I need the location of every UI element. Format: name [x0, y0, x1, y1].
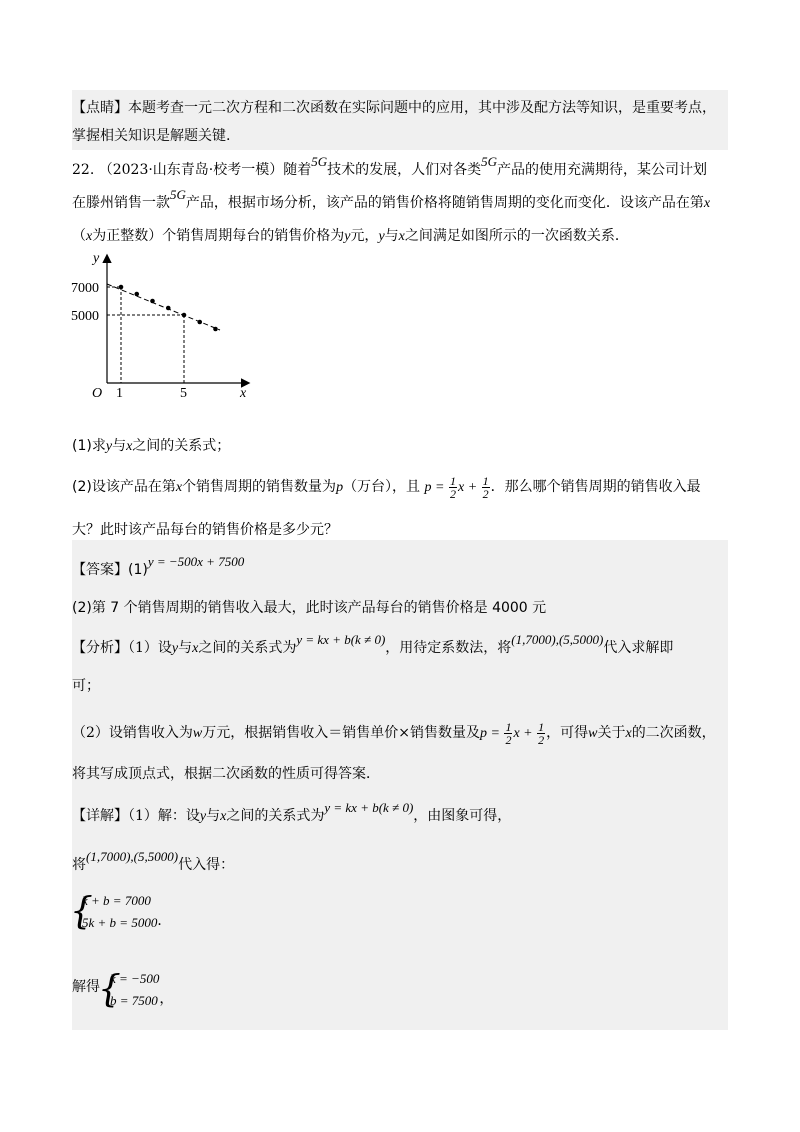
var-x: x: [398, 229, 405, 244]
detail-text: 代入得：: [178, 857, 235, 873]
origin-label: O: [92, 386, 103, 401]
analysis-line-2: [72, 676, 100, 696]
var-y: y: [378, 229, 385, 244]
five-g-label: 5G: [481, 154, 498, 169]
analysis-text: 关于: [597, 725, 626, 741]
detail-text: 将: [72, 857, 86, 873]
denominator: 2: [482, 487, 489, 502]
var-x: x: [175, 480, 183, 495]
analysis-text: 可；: [72, 678, 100, 694]
problem-line-1: [72, 154, 708, 180]
five-g-label: 5G: [170, 187, 186, 202]
var-y: y: [199, 809, 207, 824]
var-p: p: [336, 480, 344, 495]
q2-text: ．那么哪个销售周期的销售收入最: [490, 479, 701, 495]
analysis-line-1: [72, 632, 674, 659]
analysis-text: 将其写成顶点式，根据二次函数的性质可得答案．: [72, 766, 380, 782]
fraction-half: [449, 475, 457, 500]
problem-line-3: [72, 226, 629, 247]
x-tick-1: 1: [116, 386, 123, 401]
five-g-label: 5G: [311, 154, 328, 169]
q2-text: (2)设该产品在第: [72, 479, 176, 495]
analysis-text: 的二次函数，: [631, 725, 716, 741]
system-2-eq-1: { k = −500: [110, 971, 160, 986]
question-2-line-1: [72, 474, 701, 501]
var-x: x: [703, 196, 711, 211]
var-y: y: [344, 229, 351, 244]
system-2-eq-2: b = 7500: [110, 993, 158, 1008]
analysis-line-4: [72, 764, 380, 784]
analysis-text: 代入求解即: [603, 640, 674, 656]
dianjing-line-1: [72, 98, 716, 118]
detail-text: （1）解：设: [128, 808, 200, 824]
x-axis-label: x: [240, 386, 247, 401]
answer-line-1: [72, 554, 245, 580]
general-linear-equation: y = kx + b(k ≠ 0): [296, 632, 386, 647]
var-x: x: [625, 726, 632, 741]
var-x: x: [126, 439, 133, 454]
trend-line: [107, 284, 220, 330]
general-linear-equation: y = kx + b(k ≠ 0): [324, 800, 414, 815]
answer-part-2: (2)第 7 个销售周期的销售收入最大，此时该产品每台的销售价格是 4000 元: [72, 600, 547, 616]
var-x: x: [220, 809, 227, 824]
problem-line-2: [72, 187, 711, 214]
analysis-text: ，可得: [546, 725, 589, 741]
detail-line-2: [72, 849, 235, 875]
equation-system-2: [72, 968, 173, 1012]
equation-system-1: [72, 890, 171, 934]
detail-text: ，: [159, 991, 174, 1007]
system-1-eq-2: 5k + b = 5000: [82, 915, 158, 930]
answer-tag: 【答案】: [72, 562, 128, 578]
fraction-half: [504, 721, 512, 746]
dianjing-text-1: 本题考查一元二次方程和二次函数在实际问题中的应用，其中涉及配方法等知识，是重要考点，: [128, 100, 716, 116]
detail-tag: 【详解】: [72, 808, 128, 824]
data-point-4: [166, 306, 171, 311]
analysis-text: 与: [178, 640, 193, 656]
var-x: x: [513, 726, 520, 741]
analysis-line-3: [72, 720, 716, 747]
problem-text: 为正整数）个销售周期每台的销售价格为: [92, 228, 345, 244]
problem-text: 之间满足如图所示的一次函数关系．: [404, 228, 629, 244]
denominator: 2: [538, 733, 545, 748]
data-point-6: [197, 320, 202, 325]
data-points: [119, 285, 218, 332]
y-tick-7000: 7000: [71, 281, 99, 296]
numerator: 1: [449, 474, 456, 489]
problem-text: 在滕州销售一款: [72, 195, 170, 211]
numerator: 1: [482, 474, 489, 489]
detail-text: 之间的关系式为: [226, 808, 325, 824]
points-list: (1,7000),(5,5000): [511, 632, 604, 647]
data-point-1: [119, 285, 124, 290]
detail-line-1: [72, 800, 512, 827]
numerator: 1: [538, 720, 545, 735]
formula-lhs: p =: [424, 480, 445, 495]
detail-text: ，由图象可得，: [413, 808, 512, 824]
analysis-text: 万元，根据销售收入＝销售单价×销售数量及: [202, 725, 480, 741]
var-x: x: [86, 229, 93, 244]
question-1: [72, 436, 230, 457]
problem-text: 元，: [350, 228, 379, 244]
q2-text: 个销售周期的销售数量为: [182, 479, 337, 495]
p-formula: [480, 720, 546, 748]
analysis-text: （2）设销售收入为: [72, 725, 193, 741]
dianjing-line-2: [72, 126, 230, 146]
linear-function-graph: [70, 248, 260, 403]
plus-sign: +: [467, 480, 478, 495]
data-point-5: [182, 313, 187, 318]
q2-text: 大？此时该产品每台的销售价格是多少元？: [72, 522, 338, 538]
problem-text: 随着: [283, 162, 312, 178]
denominator: 2: [505, 733, 512, 748]
fraction-half: [537, 721, 545, 746]
dianjing-tag: 【点睛】: [72, 100, 128, 116]
analysis-text: ，用待定系数法，将: [385, 640, 512, 656]
analysis-text: 之间的关系式为: [198, 640, 297, 656]
problem-text: （: [72, 228, 86, 244]
data-point-3: [150, 299, 155, 304]
data-point-2: [134, 292, 139, 297]
system-brace-2: [100, 968, 159, 1012]
q1-text: 与: [112, 438, 127, 454]
system-1-eq-1: { k + b = 7000: [82, 893, 151, 908]
problem-text: 产品，根据市场分析，该产品的销售价格将随销售周期的变化而变化．设该产品在第: [185, 195, 704, 211]
dianjing-text-2: 掌握相关知识是解题关键.: [72, 128, 231, 144]
data-point-7: [213, 327, 218, 332]
x-tick-5: 5: [180, 386, 187, 401]
denominator: 2: [449, 487, 456, 502]
problem-number: 22.: [72, 162, 95, 178]
points-list: (1,7000),(5,5000): [86, 849, 179, 864]
var-y: y: [171, 641, 179, 656]
p-formula: [424, 474, 491, 502]
var-x: x: [457, 480, 465, 495]
q2-text: （万台），且: [343, 479, 421, 495]
question-2-line-2: [72, 520, 338, 540]
var-w: w: [192, 726, 203, 741]
q1-text: 之间的关系式；: [132, 438, 231, 454]
formula-lhs: p =: [480, 726, 500, 741]
numerator: 1: [505, 720, 512, 735]
detail-text: 解得: [72, 979, 100, 995]
problem-text: 与: [384, 228, 399, 244]
var-w: w: [588, 726, 598, 741]
analysis-tag: 【分析】: [72, 640, 128, 656]
plus-sign: +: [523, 726, 533, 741]
problem-source: （2023·山东青岛·校考一模）: [98, 162, 284, 178]
fraction-half: [482, 475, 490, 500]
var-x: x: [192, 641, 199, 656]
q1-text: (1)求: [72, 438, 106, 454]
answer-equation: y = −500x + 7500: [147, 554, 245, 569]
detail-text: 与: [206, 808, 221, 824]
analysis-text: （1）设: [128, 640, 172, 656]
detail-text: ．: [157, 913, 172, 929]
y-tick-5000: 5000: [71, 309, 99, 324]
y-axis-label: y: [93, 251, 100, 266]
var-y: y: [105, 439, 113, 454]
answer-part: (1): [128, 562, 148, 578]
system-brace-1: [72, 890, 157, 934]
problem-text: 技术的发展，人们对各类: [327, 162, 482, 178]
answer-line-2: [72, 598, 546, 618]
problem-text: 产品的使用充满期待，某公司计划: [497, 162, 708, 178]
